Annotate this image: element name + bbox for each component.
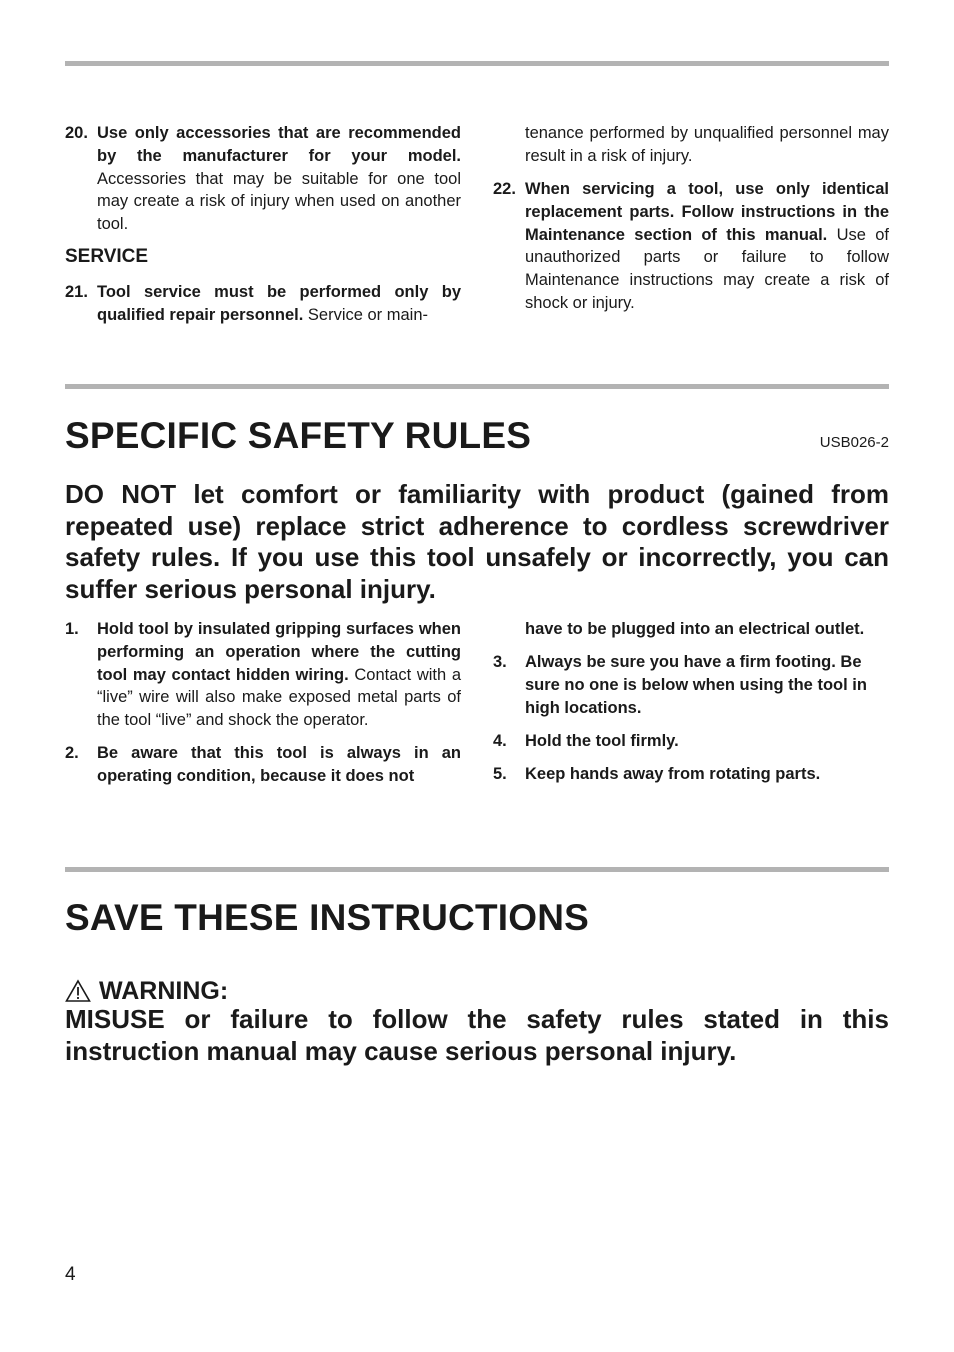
item-text: [525, 178, 889, 315]
item-number: 3.: [493, 653, 507, 672]
item-21-continuation: tenance performed by unqualified personnel may result in a risk of injury.: [525, 124, 889, 165]
warning-text: MISUSE or failure to follow the safety rules stated in this instruction manual may cause serious personal injury.: [65, 1004, 889, 1066]
service-heading: SERVICE: [65, 246, 149, 268]
item-number: 5.: [493, 765, 507, 784]
item-regular-text: Use of unauthorized parts or failure to follow Maintenance instructions may create a risk of shock or injury.: [525, 225, 889, 313]
item-number: 22.: [493, 180, 516, 199]
save-instructions-title: SAVE THESE INSTRUCTIONS: [65, 897, 590, 938]
item-number: 2.: [65, 744, 79, 763]
rule-item-3: [493, 651, 889, 719]
top-divider: [65, 61, 889, 66]
section-divider-2: [65, 867, 889, 872]
item-text: [97, 618, 461, 732]
specific-safety-rules-title: SPECIFIC SAFETY RULES: [65, 415, 532, 456]
item-bold-text: Hold tool by insulated gripping surfaces when performing an operation where the cutting tool may contact hidden wiring.: [97, 620, 461, 684]
document-code: USB026-2: [819, 434, 889, 451]
item-bold-text: Keep hands away from rotating parts.: [525, 765, 821, 784]
item-number: 20.: [65, 124, 88, 142]
item-bold-text: Hold the tool firmly.: [525, 732, 679, 751]
safety-intro-paragraph: DO NOT let comfort or familiarity with product (gained from repeated use) replace strict adherence to cordless screwdriver safety rules. If you use this tool unsafely or incorrectly, you can suffer serious personal injury.: [65, 479, 889, 604]
list-item-22: [493, 178, 889, 315]
list-item-20: [65, 122, 461, 236]
item-regular-text: Accessories that may be suitable for one tool may create a risk of injury when used on another tool.: [97, 169, 461, 234]
item-number: 4.: [493, 732, 507, 751]
item-bold-text: When servicing a tool, use only identical replacement parts. Follow instructions in the Maintenance section of this manual.: [525, 180, 889, 244]
item-regular-text: Service or main-: [303, 306, 429, 325]
top-right-column: [493, 122, 889, 325]
item-text: [97, 281, 461, 327]
item-bold-text: Tool service must be performed only by qualified repair personnel.: [97, 283, 461, 325]
top-left-column: [65, 122, 461, 337]
item-bold-text: Be aware that this tool is always in an operating condition, because it does not: [97, 744, 461, 786]
page-number: 4: [65, 1264, 76, 1285]
rules-right-column: [493, 618, 889, 797]
item-bold-text: Always be sure you have a firm footing. Be sure no one is below when using the tool in high locations.: [525, 653, 867, 717]
item-number: 1.: [65, 620, 79, 638]
item-number: 21.: [65, 283, 88, 302]
item-text: [97, 122, 461, 236]
warning-heading: [65, 976, 228, 1006]
rule-item-4: [493, 730, 889, 753]
rules-left-column: [65, 618, 461, 799]
rule-item-2: [65, 742, 461, 788]
section-divider-1: [65, 384, 889, 389]
item-regular-text: Contact with a “live” wire will also make exposed metal parts of the tool “live” and shock the operator.: [97, 665, 461, 730]
list-item-21: [65, 281, 461, 327]
item-bold-text: Use only accessories that are recommended by the manufacturer for your model.: [97, 124, 461, 165]
rule-item-5: [493, 763, 889, 786]
warning-label: WARNING:: [99, 977, 229, 1005]
warning-triangle-icon: [65, 979, 91, 1003]
rule-item-2-continuation: have to be plugged into an electrical outlet.: [525, 620, 865, 638]
rule-item-1: [65, 618, 461, 732]
